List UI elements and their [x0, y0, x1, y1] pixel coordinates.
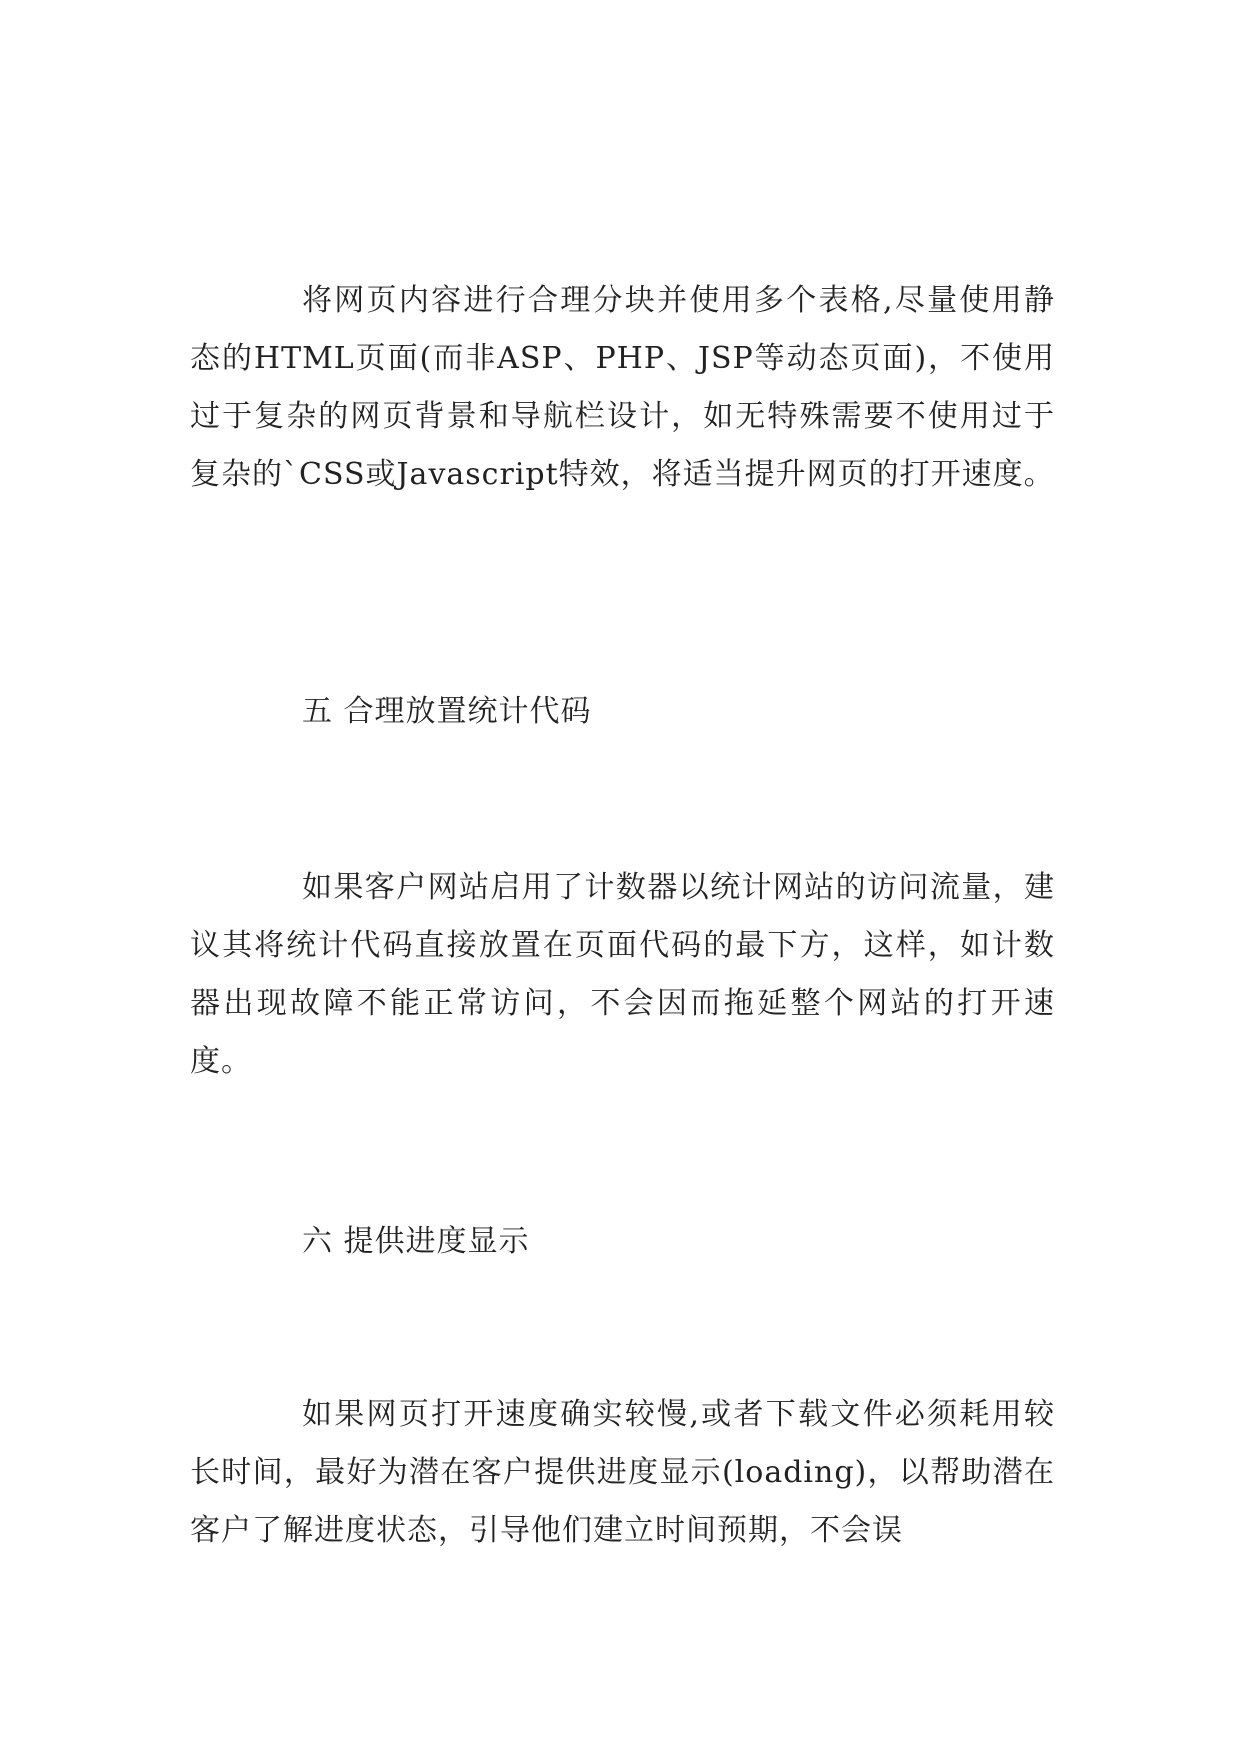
paragraph-page-speed: 将网页内容进行合理分块并使用多个表格,尽量使用静态的HTML页面(而非ASP、PHP、JSP等动态页面)，不使用过于复杂的网页背景和导航栏设计，如无特殊需要不使用过于复杂的`CSS或Javascript特效，将适当提升网页的打开速度。: [190, 283, 1055, 492]
paragraph-progress-display: 如果网页打开速度确实较慢,或者下载文件必须耗用较长时间，最好为潜在客户提供进度显示(loading)，以帮助潜在客户了解进度状态，引导他们建立时间预期，不会误: [190, 1397, 1055, 1548]
section-heading-progress-display: 六 提供进度显示: [302, 1224, 530, 1259]
section-heading-statistics-code: 五 合理放置统计代码: [302, 694, 592, 729]
paragraph-statistics-code: 如果客户网站启用了计数器以统计网站的访问流量，建议其将统计代码直接放置在页面代码的最下方，这样，如计数器出现故障不能正常访问，不会因而拖延整个网站的打开速度。: [190, 870, 1055, 1079]
